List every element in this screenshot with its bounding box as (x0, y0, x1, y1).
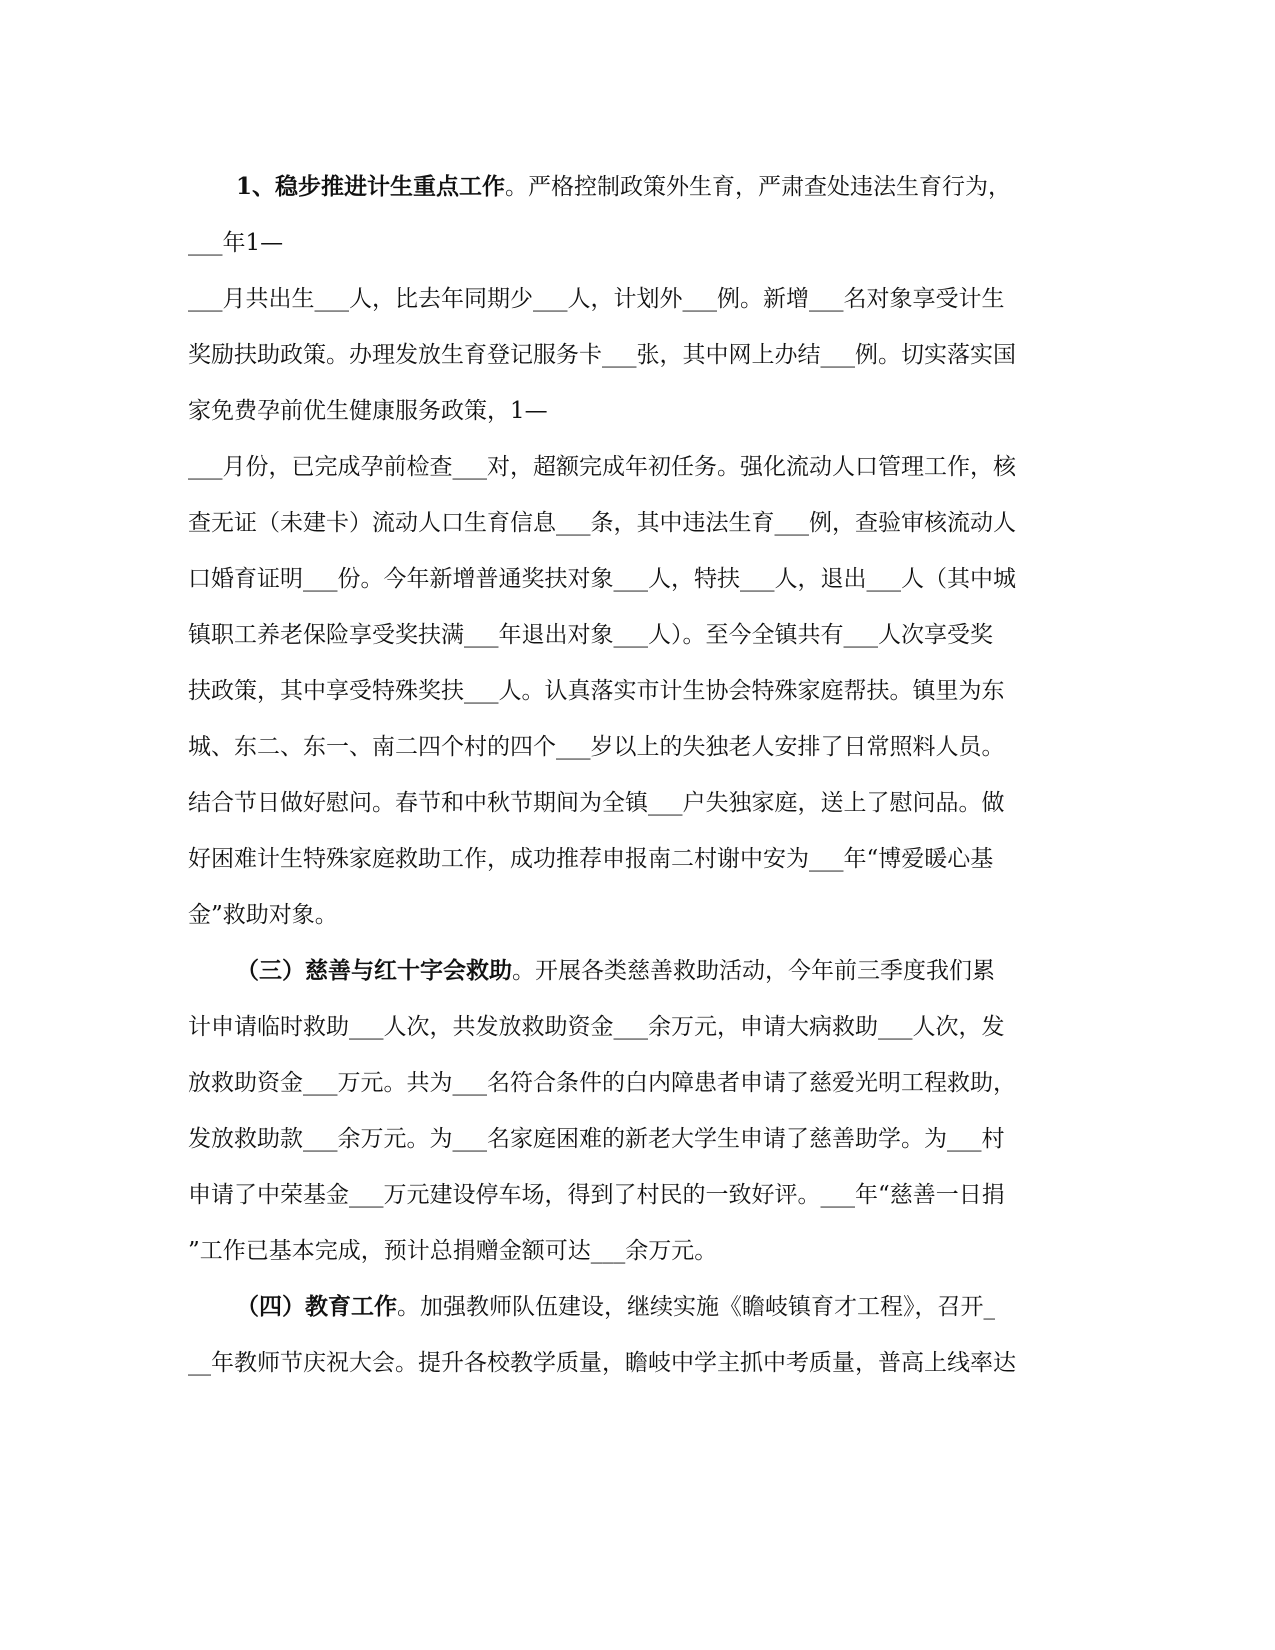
paragraph-line: 口婚育证明___份。今年新增普通奖扶对象___人，特扶___人，退出___人（其中城 (188, 566, 1016, 592)
paragraph-line: 城、东二、东一、南二四个村的四个___岁以上的失独老人安排了日常照料人员。 (188, 734, 1005, 760)
paragraph-line: 镇职工养老保险享受奖扶满___年退出对象___人）。至今全镇共有___人次享受奖 (188, 622, 993, 648)
section-4-heading: （四）教育工作 (236, 1293, 397, 1320)
paragraph-text: 。严格控制政策外生育，严肃查处违法生育行为， (505, 174, 1012, 200)
paragraph-line: 申请了中荣基金___万元建设停车场，得到了村民的一致好评。___年“慈善一日捐 (188, 1182, 1005, 1208)
paragraph-text: 。加强教师队伍建设，继续实施《瞻岐镇育才工程》，召开_ (397, 1294, 995, 1320)
paragraph-line: 计申请临时救助___人次，共发放救助资金___余万元，申请大病救助___人次，发 (188, 1014, 1005, 1040)
section-3-heading: （三）慈善与红十字会救助 (236, 957, 512, 984)
paragraph-line: 发放救助款___余万元。为___名家庭困难的新老大学生申请了慈善助学。为___村 (188, 1126, 1005, 1152)
paragraph-4-heading-line (236, 1292, 1136, 1322)
paragraph-line: __年教师节庆祝大会。提升各校教学质量，瞻岐中学主抓中考质量，普高上线率达 (188, 1350, 1016, 1376)
paragraph-line: 查无证（未建卡）流动人口生育信息___条，其中违法生育___例，查验审核流动人 (188, 510, 1016, 536)
paragraph-line: 家免费孕前优生健康服务政策，1— (188, 398, 548, 424)
paragraph-line: 放救助资金___万元。共为___名符合条件的白内障患者申请了慈爱光明工程救助， (188, 1070, 1016, 1096)
paragraph-line: ___年1— (188, 230, 284, 256)
paragraph-line: ___月份，已完成孕前检查___对，超额完成年初任务。强化流动人口管理工作，核 (188, 454, 1016, 480)
paragraph-line: ___月共出生___人，比去年同期少___人，计划外___例。新增___名对象享受计生 (188, 286, 1005, 312)
paragraph-3-heading-line (236, 956, 1136, 986)
paragraph-line: 金”救助对象。 (188, 902, 338, 928)
paragraph-text: 。开展各类慈善救助活动，今年前三季度我们累 (512, 958, 995, 984)
paragraph-1-heading: 1、稳步推进计生重点工作 (236, 173, 506, 200)
paragraph-line: 结合节日做好慰问。春节和中秋节期间为全镇___户失独家庭，送上了慰问品。做 (188, 790, 1005, 816)
paragraph-line: 奖励扶助政策。办理发放生育登记服务卡___张，其中网上办结___例。切实落实国 (188, 342, 1016, 368)
paragraph-1-heading-line (236, 172, 1136, 202)
paragraph-line: 扶政策，其中享受特殊奖扶___人。认真落实市计生协会特殊家庭帮扶。镇里为东 (188, 678, 1005, 704)
paragraph-line: ”工作已基本完成，预计总捐赠金额可达___余万元。 (188, 1238, 718, 1264)
paragraph-line: 好困难计生特殊家庭救助工作，成功推荐申报南二村谢中安为___年“博爱暖心基 (188, 846, 994, 872)
